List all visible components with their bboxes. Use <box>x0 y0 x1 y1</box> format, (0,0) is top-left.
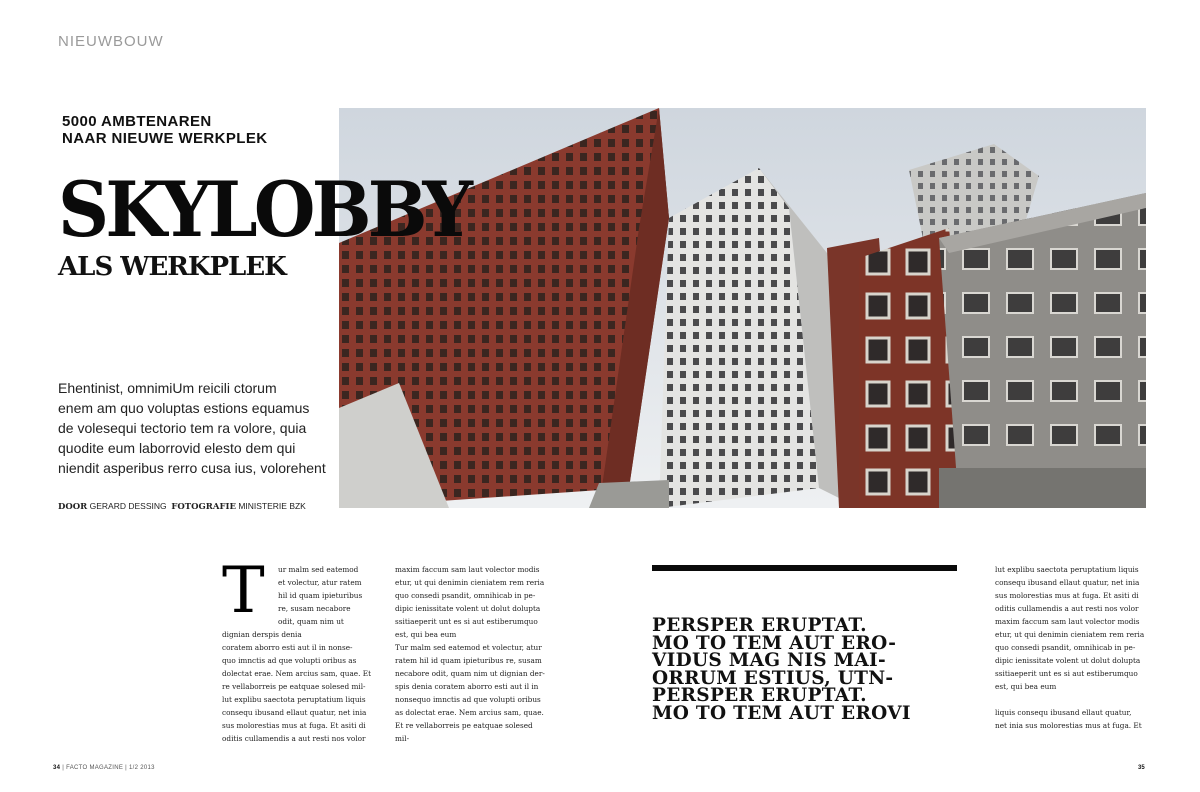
body-line: ratem hil id quam ipieturibus re, susam <box>395 656 542 665</box>
body-line: maxim faccum sam laut volector modis <box>995 617 1140 626</box>
pullquote <box>652 617 962 723</box>
body-line: est, qui bea eum <box>995 682 1057 691</box>
body-line: sus molorestias mus at fuga. Et asiti di <box>995 591 1139 600</box>
body-line: ssitiaeperit unt es si aut estiberumquo <box>995 669 1138 678</box>
body-line: etur, ut qui denimin cieniatem rem reria <box>995 630 1145 639</box>
body-line: quo consedi psandit, omnihicab in pe- <box>395 591 536 600</box>
kicker <box>62 113 268 147</box>
intro-line: niendit asperibus rerro cusa ius, volorehent <box>58 460 326 476</box>
body-line: Et re vellaborreis pe eatquae solesed mil- <box>395 721 533 743</box>
pullquote-rule <box>652 565 957 571</box>
pullquote-line: MO TO TEM AUT ERO- <box>652 632 897 654</box>
photographer-name: MINISTERIE BZK <box>238 501 306 511</box>
magazine-name: FACTO MAGAZINE <box>66 765 124 771</box>
body-line: nonsequo imnctis ad que volupti oribus <box>395 695 541 704</box>
photo-credit-label: FOTOGRAFIE <box>171 502 236 512</box>
body-line: dolectat erae. Nem arcius sam, quae. Et <box>222 669 372 678</box>
pullquote-line: MO TO TEM AUT EROVI <box>652 702 911 724</box>
dropcap: T <box>222 554 265 628</box>
intro-paragraph <box>58 378 338 478</box>
body-line: ur malm sed eatemod <box>278 565 359 574</box>
body-line: est, qui bea eum <box>395 630 457 639</box>
body-line: oditis cullamendis a aut resti nos volor <box>222 734 366 743</box>
intro-line: enem am quo voluptas estions equamus <box>58 400 310 416</box>
body-column-1 <box>222 554 372 745</box>
kicker-line: 5000 AMBTENAREN <box>62 113 212 130</box>
pullquote-line: PERSPER ERUPTAT. <box>652 685 867 707</box>
body-line: sus molorestias mus at fuga. Et asiti di <box>222 721 366 730</box>
byline <box>58 501 306 512</box>
body-line: hil id quam ipieturibus <box>278 591 363 600</box>
page-number-left: 34 <box>53 765 61 771</box>
body-line: consequ ibusand ellaut quatur, net inia <box>222 708 367 717</box>
body-column-2 <box>395 563 547 745</box>
body-line: maxim faccum sam laut volector modis <box>395 565 540 574</box>
subheadline: ALS WERKPLEK <box>58 252 286 282</box>
intro-line: Ehentinist, omnimiUm reicili ctorum <box>58 380 277 396</box>
body-line: spis denia coratem aborro esti aut il in <box>395 682 539 691</box>
footer-left <box>53 765 155 771</box>
footer-separator: | <box>62 765 65 771</box>
body-line: dipic ienissitate volent ut dolut dolupta <box>995 656 1141 665</box>
author-name: GERARD DESSING <box>89 501 167 511</box>
body-line: lut explibu saectota peruptatium liquis <box>995 565 1139 574</box>
section-label: NIEUWBOUW <box>58 33 164 50</box>
body-line: odit, quam nim ut dignian derspis denia <box>222 617 344 639</box>
pullquote-line: VIDUS MAG NIS MAI- <box>652 650 886 672</box>
paragraph-gap <box>995 693 1145 706</box>
body-line: ssitiaeperit unt es si aut estiberumquo <box>395 617 538 626</box>
author-label: DOOR <box>58 502 88 512</box>
body-line: quo imnctis ad que volupti oribus as <box>222 656 357 665</box>
body-line: lut explibu saectota peruptatium liquis <box>222 695 366 704</box>
issue-number: 1/2 2013 <box>128 765 155 771</box>
body-line: etur, ut qui denimin cieniatem rem reria <box>395 578 545 587</box>
body-line: necabore odit, quam nim ut dignian der- <box>395 669 545 678</box>
body-line: liquis consequ ibusand ellaut quatur, <box>995 708 1132 717</box>
intro-line: quodite eum laborrovid elesto dem qui <box>58 440 296 456</box>
body-column-3 <box>995 563 1145 732</box>
body-line: et volectur, atur ratem <box>278 578 362 587</box>
body-line: net inia sus molorestias mus at fuga. Et <box>995 721 1142 730</box>
body-line: dipic ienissitate volent ut dolut dolupta <box>395 604 541 613</box>
pullquote-line: ORRUM ESTIUS, UTN- <box>652 667 894 689</box>
page-number-right: 35 <box>1138 765 1145 771</box>
body-line: re, susam necabore <box>278 604 351 613</box>
body-line: quo consedi psandit, omnihicab in pe- <box>995 643 1136 652</box>
body-line: as dolectat erae. Nem arcius sam, quae. <box>395 708 544 717</box>
intro-line: de volesequi tectorio tem ra volore, quia <box>58 420 307 436</box>
headline: SKYLOBBY <box>58 165 470 254</box>
kicker-line: NAAR NIEUWE WERKPLEK <box>62 130 268 147</box>
body-line: consequ ibusand ellaut quatur, net inia <box>995 578 1140 587</box>
body-line: oditis cullamendis a aut resti nos volor <box>995 604 1139 613</box>
body-line: re vellaborreis pe eatquae solesed mil- <box>222 682 366 691</box>
pullquote-line: PERSPER ERUPTAT. <box>652 615 867 636</box>
body-line: coratem aborro esti aut il in nonse- <box>222 643 353 652</box>
footer-separator: | <box>125 765 128 771</box>
body-line: Tur malm sed eatemod et volectur, atur <box>395 643 542 652</box>
